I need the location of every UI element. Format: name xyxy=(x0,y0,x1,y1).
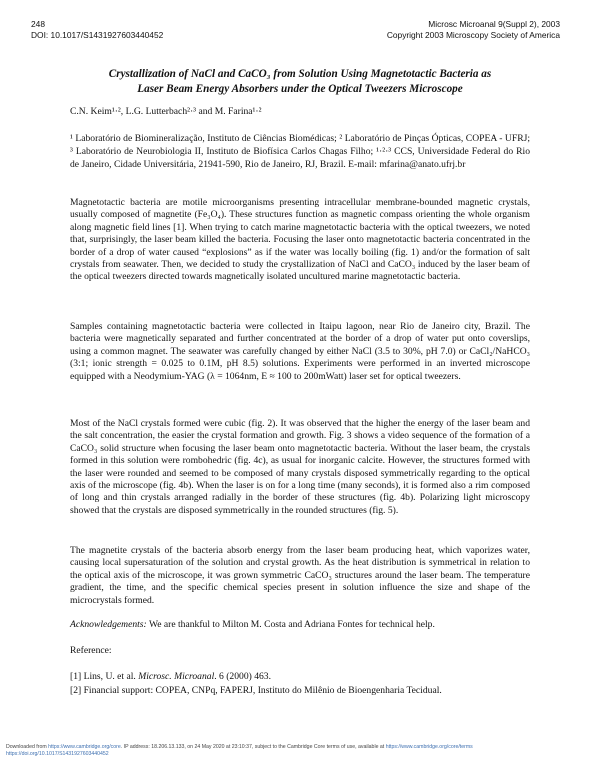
footer-link-core[interactable]: https://www.cambridge.org/core xyxy=(48,744,121,750)
page-header-right xyxy=(387,19,560,41)
journal-citation: Microsc Microanal 9(Suppl 2), 2003 xyxy=(428,19,560,29)
reference-item xyxy=(70,670,530,684)
paragraph-intro: Magnetotactic bacteria are motile microorganisms presenting intracellular membrane-bounded magnetic crystals, usually composed of magnetite (Fe₃O₄). These structures function as magnetic compass orienting the whole organism along magnetic field lines [1]. When trying to catch marine magnetotactic bacteria with the optical tweezers, we noted that, surprisingly, the laser beam killed the bacteria. Focusing the laser onto magnetotactic bacteria concentrated in the border of a drop of water caused “explosions” as if the water was locally boiling (fig. 1) and/or the formation of salt crystals from seawater. Then, we decided to study the crystallization of NaCl and CaCO₃ induced by the laser beam of the optical tweezers directed towards magnetically isolated uncultured marine magnetotactic bacteria. xyxy=(70,197,530,283)
copyright: Copyright 2003 Microscopy Society of America xyxy=(386,30,560,40)
footer-text: . IP address: 18.206.13.133, on 24 May 2020 at 23:10:37, subject to the Cambridge Core terms of use, available at xyxy=(120,744,386,750)
footer-text: Downloaded from xyxy=(6,744,49,750)
reference-journal: Microsc. Microanal xyxy=(138,671,215,682)
page-number: 248 xyxy=(31,19,45,29)
paragraph-discussion: The magnetite crystals of the bacteria absorb energy from the laser beam producing heat, which vaporizes water, causing local supersaturation of the solution and crystal growth. As the heat distribution is symmetrical in relation to the optical axis of the microscope, it was grown symmetric CaCO₃ structures around the laser beam. The temperature gradient, the time, and the specific chemical species present in solution influence the size and shape of the microcrystals formed. xyxy=(70,545,530,606)
footer-link-terms[interactable]: https://www.cambridge.org/core/terms xyxy=(385,744,473,750)
reference-list xyxy=(70,670,530,697)
reference-text: [2] Financial support: COPEA, CNPq, FAPERJ, Instituto do Milênio de Bioengenharia Tecidual. xyxy=(70,684,442,696)
title-line-2: Laser Beam Energy Absorbers under the Optical Tweezers Microscope xyxy=(137,83,463,95)
affiliations: ¹ Laboratório de Biomineralização, Instituto de Ciências Biomédicas; ² Laboratório de Pinças Ópticas, COPEA - UFRJ; ³ Laboratório de Neurobiologia II, Instituto de Biofísica Carlos Chagas Filho; ¹·²·³ CCS, Universidade Federal do Rio de Janeiro, Cidade Universitária, 21941-590, Rio de Janeiro, RJ, Brazil. E-mail: mfarina@anato.ufrj.br xyxy=(70,133,530,170)
paragraph-methods: Samples containing magnetotactic bacteria were collected in Itaipu lagoon, near Rio de Janeiro city, Brazil. The bacteria were magnetically separated and further concentrated at the border of a drop of water put onto coverslips, using a common magnet. The seawater was carefully changed by either NaCl (3.5 to 30%, pH 7.0) or CaCl₂/NaHCO₃ (3:1; ionic strength = 0.025 to 0.1M, pH 8.5) solutions. Experiments were performed in an inverted microscope equipped with a Neodymium-YAG (λ = 1064nm, E ≈ 100 to 200mWatt) laser set for optical tweezers. xyxy=(70,321,530,382)
footer-link-doi[interactable]: https://doi.org/10.1017/S1431927603440452 xyxy=(6,751,109,757)
reference-item xyxy=(70,684,530,698)
paragraph-results: Most of the NaCl crystals formed were cubic (fig. 2). It was observed that the higher the energy of the laser beam and the salt concentration, the easier the crystal formation and growth. Fig. 3 shows a video sequence of the formation of a CaCO₃ solid structure when focusing the laser beam onto magnetotactic bacteria. Without the laser beam, the crystals formed in this solution were rombohedric (fig. 4c), as usual for inorganic calcite. However, the structures formed with the laser were rounded and seemed to be composed of many crystals disposed symmetrically regarding to the optical axis of the microscope (fig. 4b). When the laser is on for a long time (many seconds), it is formed also a rim composed of long and thin crystals arranged radially in the border of these structures (fig. 4b). Polarizing light microscopy showed that the crystals are disposed symmetrically in the rounded structures (fig. 5). xyxy=(70,418,530,516)
title-line-1: Crystallization of NaCl and CaCO₃ from Solution Using Magnetotactic Bacteria as xyxy=(108,68,492,80)
doi: DOI: 10.1017/S1431927603440452 xyxy=(31,30,164,40)
reference-text: [1] Lins, U. et al. xyxy=(70,671,139,682)
acknowledgements-text: We are thankful to Milton M. Costa and Adriana Fontes for technical help. xyxy=(146,619,435,630)
download-footer xyxy=(6,744,596,758)
paper-title xyxy=(60,67,540,97)
page-header-left xyxy=(31,19,163,41)
authors: C.N. Keim¹·², L.G. Lutterbach²·³ and M. Farina¹·² xyxy=(70,106,262,117)
acknowledgements xyxy=(70,619,530,631)
reference-heading: Reference: xyxy=(70,645,112,656)
acknowledgements-label: Acknowledgements: xyxy=(70,619,147,630)
reference-text: . 6 (2000) 463. xyxy=(214,671,272,682)
